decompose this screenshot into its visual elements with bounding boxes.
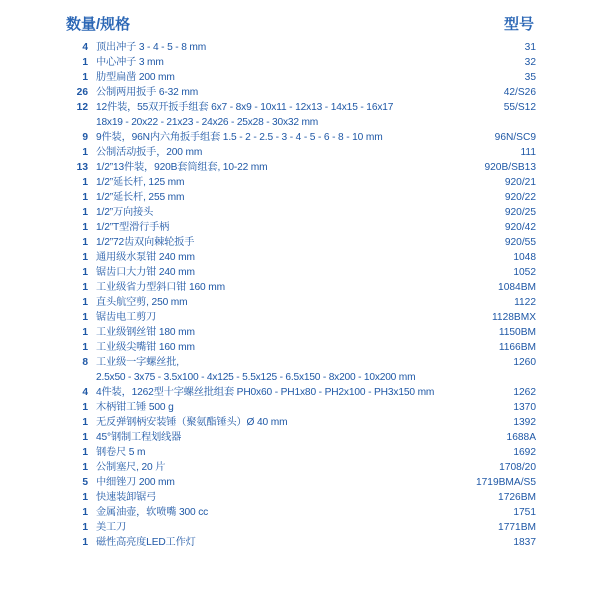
quantity-spec-heading: 数量/规格 — [66, 16, 131, 33]
item-description: 1/2”13件装，920B套筒组套, 10-22 mm — [96, 162, 268, 173]
item-model-number: 32 — [524, 57, 536, 68]
list-item — [0, 235, 600, 250]
item-description: 锯齿口大力钳 240 mm — [96, 267, 195, 278]
list-item — [0, 205, 600, 220]
item-model-number: 1150BM — [498, 327, 536, 338]
list-item — [0, 265, 600, 280]
item-model-number: 1837 — [513, 537, 536, 548]
item-description-continued: 18x19 - 20x22 - 21x23 - 24x26 - 25x28 - 30x32 mm — [96, 117, 319, 128]
item-description: 工业级省力型斜口钳 160 mm — [96, 282, 225, 293]
item-model-number: 96N/SC9 — [494, 132, 536, 143]
item-description: 锯齿电工剪刀 — [96, 312, 157, 323]
item-quantity: 1 — [82, 222, 88, 233]
item-model-number: 1166BM — [498, 342, 536, 353]
list-item — [0, 85, 600, 100]
item-description: 肋型扁凿 200 mm — [96, 72, 175, 83]
list-item — [0, 130, 600, 145]
item-description: 12件装，55双开扳手组套 6x7 - 8x9 - 10x11 - 12x13 - 14x15 - 16x17 — [96, 102, 394, 113]
item-quantity: 1 — [82, 267, 88, 278]
item-description: 9件装，96N内六角扳手组套 1.5 - 2 - 2.5 - 3 - 4 - 5 - 6 - 8 - 10 mm — [96, 132, 383, 143]
item-description: 工业级钢丝钳 180 mm — [96, 327, 195, 338]
item-description-continued: 2.5x50 - 3x75 - 3.5x100 - 4x125 - 5.5x125 - 6.5x150 - 8x200 - 10x200 mm — [96, 372, 416, 383]
item-model-number: 1751 — [513, 507, 536, 518]
item-quantity: 1 — [82, 327, 88, 338]
item-quantity: 26 — [76, 87, 88, 98]
list-item — [0, 475, 600, 490]
item-model-number: 1392 — [513, 417, 536, 428]
item-description: 中细锉刀 200 mm — [96, 477, 175, 488]
list-item — [0, 460, 600, 475]
item-quantity: 5 — [82, 477, 88, 488]
item-description: 美工刀 — [96, 522, 127, 533]
list-item — [0, 445, 600, 460]
item-quantity: 1 — [82, 282, 88, 293]
item-quantity: 1 — [82, 177, 88, 188]
item-model-number: 1122 — [514, 297, 536, 308]
item-description: 木柄钳工锤 500 g — [96, 402, 174, 413]
list-item — [0, 310, 600, 325]
item-quantity: 4 — [82, 387, 88, 398]
list-item — [0, 415, 600, 430]
list-item — [0, 175, 600, 190]
item-description: 4件装，1262型十字螺丝批组套 PH0x60 - PH1x80 - PH2x100 - PH3x150 mm — [96, 387, 435, 398]
item-quantity: 8 — [82, 357, 88, 368]
item-description: 公制塞尺, 20 片 — [96, 462, 166, 473]
item-model-number: 1370 — [513, 402, 536, 413]
item-description: 1/2”T型滑行手柄 — [96, 222, 170, 233]
list-item — [0, 220, 600, 235]
list-item — [0, 280, 600, 295]
list-item — [0, 535, 600, 550]
item-quantity: 1 — [82, 432, 88, 443]
item-description: 磁性高亮度LED工作灯 — [96, 537, 196, 548]
item-description: 公制活动扳手，200 mm — [96, 147, 203, 158]
list-item — [0, 430, 600, 445]
table-header — [66, 13, 534, 35]
item-model-number: 55/S12 — [503, 102, 536, 113]
model-heading: 型号 — [503, 16, 534, 33]
item-quantity: 4 — [82, 42, 88, 53]
item-description: 45°钢制工程划线器 — [96, 432, 182, 443]
item-model-number: 111 — [520, 147, 536, 158]
list-item — [0, 40, 600, 55]
item-description: 工业级一字螺丝批, — [96, 357, 179, 368]
item-description: 直头航空剪, 250 mm — [96, 297, 188, 308]
list-item — [0, 190, 600, 205]
list-item — [0, 340, 600, 355]
item-quantity: 1 — [82, 342, 88, 353]
item-quantity: 1 — [82, 492, 88, 503]
item-quantity: 12 — [76, 102, 88, 113]
item-quantity: 1 — [82, 417, 88, 428]
list-item — [0, 385, 600, 400]
item-model-number: 1708/20 — [499, 462, 536, 473]
item-model-number: 1688A — [506, 432, 536, 443]
list-item — [0, 505, 600, 520]
item-description: 钢卷尺 5 m — [96, 447, 146, 458]
item-quantity: 1 — [82, 72, 88, 83]
item-description: 工业级尖嘴钳 160 mm — [96, 342, 195, 353]
list-item — [0, 490, 600, 505]
item-quantity: 1 — [82, 522, 88, 533]
item-model-number: 1692 — [513, 447, 536, 458]
item-model-number: 42/S26 — [503, 87, 536, 98]
item-description: 1/2”延长杆, 255 mm — [96, 192, 185, 203]
item-model-number: 1048 — [513, 252, 536, 263]
item-quantity: 1 — [82, 57, 88, 68]
item-description: 1/2”72齿双向棘轮扳手 — [96, 237, 195, 248]
item-model-number: 35 — [524, 72, 536, 83]
item-model-number: 920/25 — [504, 207, 536, 218]
item-quantity: 1 — [82, 252, 88, 263]
item-description: 无反弹钢柄安装锤（聚氨酯锤头）Ø 40 mm — [96, 417, 288, 428]
item-description: 顶出冲子 3 - 4 - 5 - 8 mm — [96, 42, 207, 53]
item-quantity: 1 — [82, 462, 88, 473]
item-description: 金属油壶，软喷嘴 300 cc — [96, 507, 209, 518]
item-quantity: 13 — [76, 162, 88, 173]
list-item — [0, 100, 600, 130]
item-model-number: 920/21 — [504, 177, 536, 188]
item-model-number: 1726BM — [498, 492, 536, 503]
item-description: 快速装卸锯弓 — [96, 492, 157, 503]
tool-list — [0, 40, 600, 550]
item-model-number: 1052 — [513, 267, 536, 278]
item-quantity: 1 — [82, 447, 88, 458]
item-description: 通用级水泵钳 240 mm — [96, 252, 195, 263]
item-quantity: 1 — [82, 312, 88, 323]
list-item — [0, 55, 600, 70]
item-quantity: 1 — [82, 237, 88, 248]
list-item — [0, 160, 600, 175]
list-item — [0, 400, 600, 415]
list-item — [0, 355, 600, 385]
list-item — [0, 145, 600, 160]
item-quantity: 1 — [82, 192, 88, 203]
item-model-number: 1260 — [513, 357, 536, 368]
item-model-number: 920/55 — [504, 237, 536, 248]
item-quantity: 1 — [82, 537, 88, 548]
item-model-number: 920B/SB13 — [484, 162, 536, 173]
item-model-number: 1771BM — [498, 522, 536, 533]
item-quantity: 1 — [82, 297, 88, 308]
list-item — [0, 70, 600, 85]
list-item — [0, 520, 600, 535]
item-model-number: 1719BMA/S5 — [475, 477, 536, 488]
item-description: 1/2”万向接头 — [96, 207, 154, 218]
item-quantity: 9 — [82, 132, 88, 143]
item-description: 1/2”延长杆, 125 mm — [96, 177, 185, 188]
list-item — [0, 295, 600, 310]
item-quantity: 1 — [82, 507, 88, 518]
item-description: 中心冲子 3 mm — [96, 57, 164, 68]
list-item — [0, 325, 600, 340]
item-quantity: 1 — [82, 402, 88, 413]
item-model-number: 920/42 — [504, 222, 536, 233]
item-model-number: 1128BMX — [492, 312, 536, 323]
item-description: 公制两用扳手 6-32 mm — [96, 87, 199, 98]
item-quantity: 1 — [82, 147, 88, 158]
item-model-number: 31 — [524, 42, 536, 53]
item-model-number: 1084BM — [498, 282, 536, 293]
item-model-number: 920/22 — [504, 192, 536, 203]
list-item — [0, 250, 600, 265]
item-quantity: 1 — [82, 207, 88, 218]
item-model-number: 1262 — [513, 387, 536, 398]
